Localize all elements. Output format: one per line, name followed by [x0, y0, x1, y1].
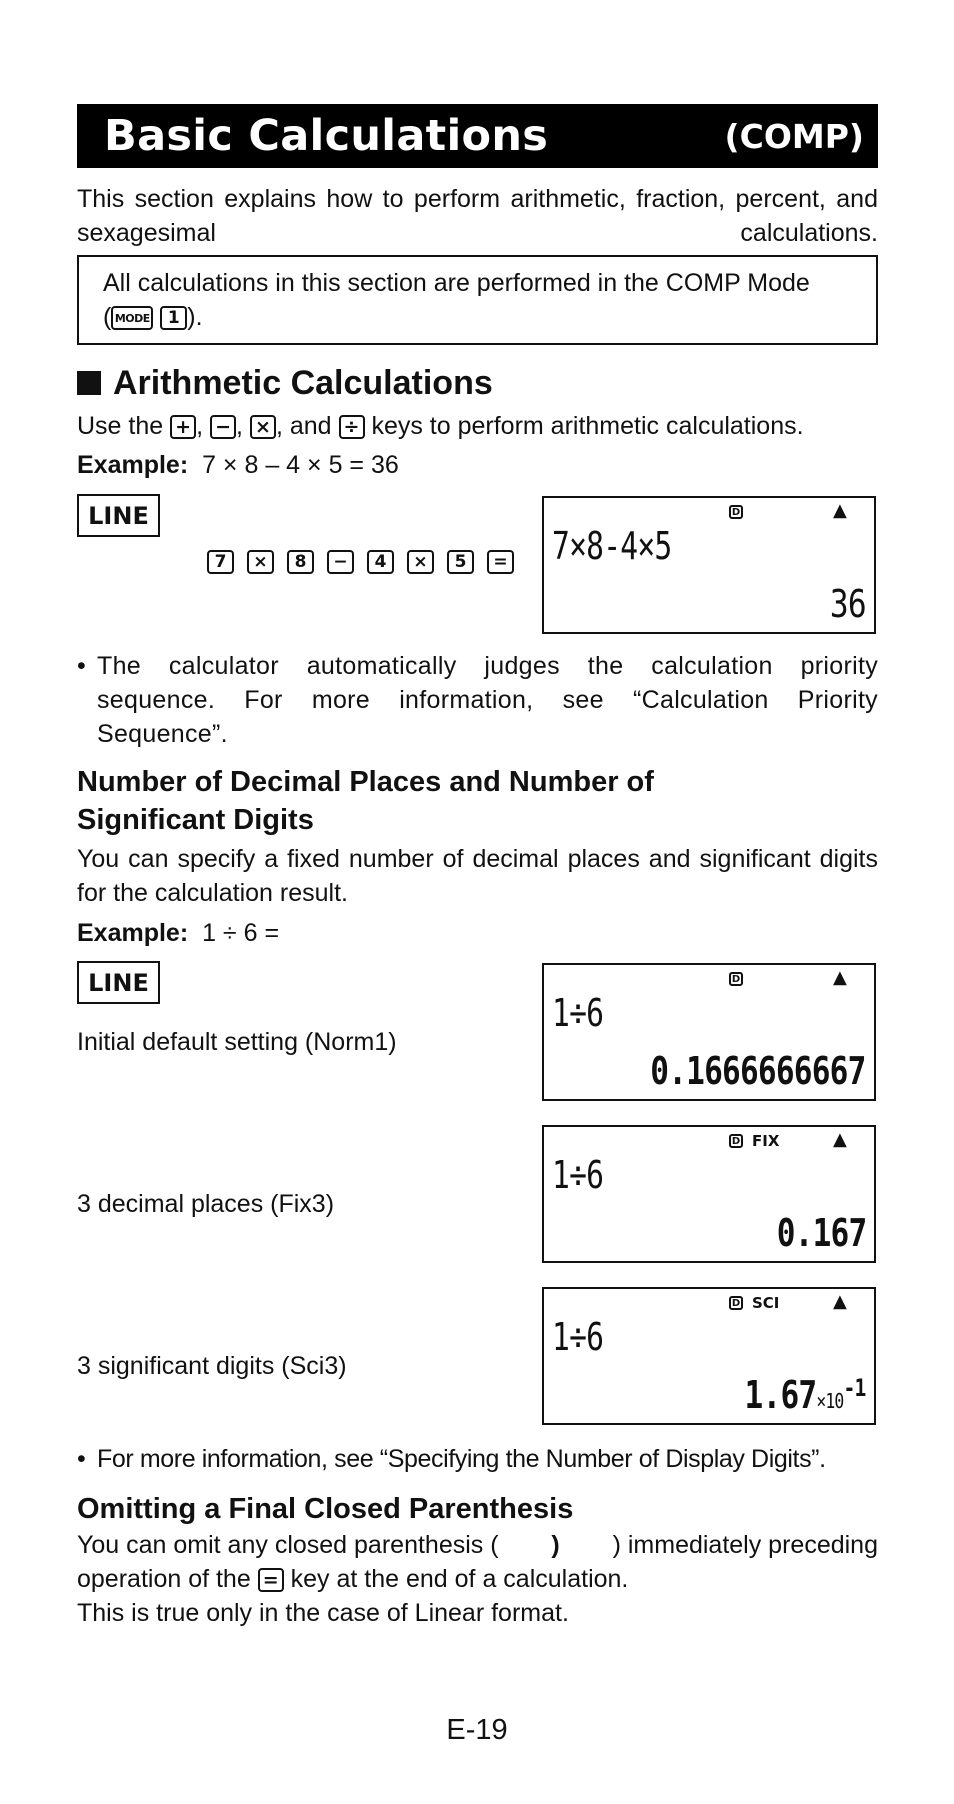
- multiply-key: ×: [250, 415, 276, 439]
- square-bullet-icon: [77, 371, 101, 395]
- minus-key: −: [210, 415, 236, 439]
- key-equals: =: [487, 550, 514, 574]
- digits-bullet-text: For more information, see “Specifying the Number of Display Digits”.: [97, 1445, 826, 1473]
- arith-heading: [77, 364, 493, 403]
- lcd-expression: 1÷6: [552, 1153, 604, 1197]
- digits-bullet: [77, 1442, 897, 1476]
- paren-paragraph: [77, 1528, 878, 1630]
- key-minus: −: [327, 550, 354, 574]
- arith-use-line: [77, 409, 804, 443]
- key-8: 8: [287, 550, 314, 574]
- sci3-label: 3 significant digits (Sci3): [77, 1352, 347, 1380]
- lcd-result: 36: [830, 582, 866, 626]
- up-arrow-icon: ▲: [833, 967, 847, 988]
- example-label: Example:: [77, 451, 189, 479]
- key-multiply: ×: [247, 550, 274, 574]
- key-4: 4: [367, 550, 394, 574]
- key-5: 5: [447, 550, 474, 574]
- one-key: 1: [160, 306, 187, 330]
- norm1-label: Initial default setting (Norm1): [77, 1028, 397, 1056]
- lcd-exponent: -1: [843, 1374, 866, 1402]
- degree-indicator: D: [729, 1134, 743, 1148]
- example-label: Example:: [77, 919, 189, 947]
- priority-bullet: [77, 649, 878, 751]
- decimal-desc: [77, 842, 878, 910]
- lcd-display: [542, 1125, 876, 1263]
- paren-heading: Omitting a Final Closed Parenthesis: [77, 1493, 574, 1525]
- key-7: 7: [207, 550, 234, 574]
- equals-key: =: [258, 1568, 284, 1592]
- lcd-expression: 7×8-4×5: [552, 524, 672, 568]
- decimal-desc-text: You can specify a fixed number of decimal places and significant digits for the calculation result.: [77, 845, 878, 907]
- section-mode: (COMP): [724, 116, 864, 156]
- arith-use-post: keys to perform arithmetic calculations.: [371, 412, 804, 440]
- lcd-expression: 1÷6: [552, 991, 604, 1035]
- section-title: Basic Calculations: [104, 111, 549, 161]
- decimal-heading-line1: Number of Decimal Places and Number of: [77, 766, 654, 798]
- bullet-dot: •: [77, 1445, 86, 1473]
- lcd-times-ten: ×10: [816, 1389, 844, 1413]
- sep-1: ,: [196, 412, 204, 440]
- paren-line2: [77, 1562, 878, 1596]
- up-arrow-icon: ▲: [833, 500, 847, 521]
- sci-indicator: SCI: [752, 1294, 780, 1312]
- comp-mode-note: [77, 255, 878, 345]
- arith-use-pre: Use the: [77, 412, 164, 440]
- intro-text: This section explains how to perform arithmetic, fraction, percent, and sexagesimal calculations.: [77, 185, 878, 247]
- lcd-mantissa: 1.67: [745, 1373, 817, 1417]
- section-title-bar: [77, 104, 878, 168]
- note-keys-line: [103, 300, 852, 334]
- degree-indicator: D: [729, 1296, 743, 1310]
- and-text: , and: [275, 412, 332, 440]
- line-format-label: LINE: [77, 961, 160, 1004]
- degree-indicator: D: [729, 505, 743, 519]
- up-arrow-icon: ▲: [833, 1291, 847, 1312]
- key-multiply: ×: [407, 550, 434, 574]
- paren-line1-post: ) immediately preceding: [612, 1531, 878, 1559]
- priority-bullet-text: The calculator automatically judges the calculation priority sequence. For more information, see “Calculation Priority Sequence”.: [97, 652, 878, 748]
- lcd-result: [745, 1373, 866, 1417]
- paren-glyph: ): [551, 1531, 560, 1559]
- mode-key: MODE: [111, 306, 153, 330]
- arith-example: [77, 448, 399, 482]
- lcd-display: [542, 963, 876, 1101]
- paren-line2-pre: operation of the: [77, 1565, 251, 1593]
- example-expr: 1 ÷ 6 =: [202, 919, 280, 947]
- decimal-example: [77, 916, 279, 950]
- example-expr: 7 × 8 – 4 × 5 = 36: [202, 451, 399, 479]
- paren-line3: This is true only in the case of Linear format.: [77, 1599, 569, 1627]
- decimal-heading: [77, 763, 654, 839]
- lcd-expression: 1÷6: [552, 1315, 604, 1359]
- lcd-display: [542, 496, 876, 634]
- page-number: E-19: [446, 1714, 508, 1746]
- fix-indicator: FIX: [752, 1132, 780, 1150]
- paren-line2-post: key at the end of a calculation.: [290, 1565, 629, 1593]
- lcd-display: [542, 1287, 876, 1425]
- bullet-dot: •: [77, 652, 87, 680]
- note-open: (: [103, 303, 112, 331]
- up-arrow-icon: ▲: [833, 1129, 847, 1150]
- plus-key: +: [170, 415, 196, 439]
- note-text: All calculations in this section are performed in the COMP Mode: [103, 269, 810, 297]
- line-format-label: LINE: [77, 494, 160, 537]
- paren-line1-pre: You can omit any closed parenthesis (: [77, 1531, 499, 1559]
- intro-paragraph: [77, 182, 878, 250]
- paren-line1: [77, 1528, 878, 1562]
- arith-heading-text: Arithmetic Calculations: [113, 364, 493, 402]
- degree-indicator: D: [729, 972, 743, 986]
- sep-2: ,: [236, 412, 243, 440]
- lcd-result: 0.167: [776, 1211, 866, 1255]
- lcd-result: 0.1666666667: [650, 1049, 866, 1093]
- decimal-heading-line2: Significant Digits: [77, 804, 314, 836]
- note-close: ).: [187, 303, 203, 331]
- divide-key: ÷: [339, 415, 365, 439]
- fix3-label: 3 decimal places (Fix3): [77, 1190, 335, 1218]
- key-sequence: [207, 550, 514, 574]
